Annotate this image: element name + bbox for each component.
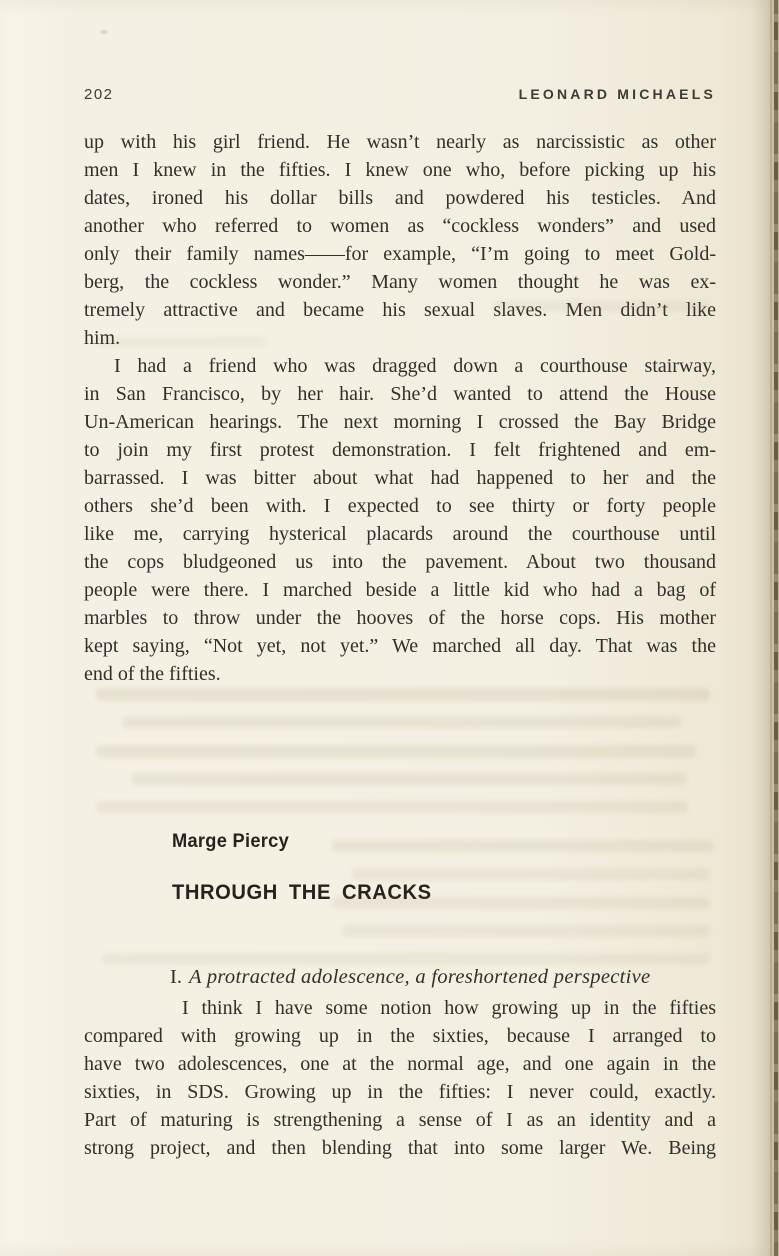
page-edge-line <box>774 0 778 1256</box>
section-numeral: I. <box>170 966 182 988</box>
text-line: kept saying, “Not yet, not yet.” We marched all day. That was the <box>84 635 716 657</box>
text-line: him. <box>84 327 121 349</box>
text-line: tremely attractive and became his sexual slaves. Men didn’t like <box>84 299 716 321</box>
running-header <box>84 86 716 103</box>
text-line: the cops bludgeoned us into the pavement. About two thousand <box>84 551 716 573</box>
text-line: another who referred to women as “cockless wonders” and used <box>84 215 716 237</box>
text-line: sixties, in SDS. Growing up in the fifties: I never could, exactly. <box>84 1081 716 1103</box>
bleedthrough-smudge <box>96 688 710 701</box>
bleedthrough-smudge <box>332 897 710 909</box>
paragraph-continued <box>84 128 716 352</box>
section-title: A protracted adolescence, a foreshortened perspective <box>188 966 651 988</box>
piece-title: THROUGH THE CRACKS <box>172 881 432 904</box>
continued-essay-text <box>84 128 716 688</box>
text-line: like me, carrying hysterical placards around the courthouse until <box>84 523 716 545</box>
text-line: up with his girl friend. He wasn’t nearly as narcissistic as other <box>84 131 716 153</box>
text-line: men I knew in the fifties. I knew one who, before picking up his <box>84 159 716 181</box>
text-line: to join my first protest demonstration. I felt frightened and em- <box>84 439 716 461</box>
text-line: people were there. I marched beside a little kid who had a bag of <box>84 579 716 601</box>
text-line: I think I have some notion how growing up in the fifties <box>182 997 716 1019</box>
text-line: in San Francisco, by her hair. She’d wanted to attend the House <box>84 383 716 405</box>
page-edge-inner-line <box>770 0 772 1256</box>
text-line: Un-American hearings. The next morning I crossed the Bay Bridge <box>84 411 716 433</box>
bleedthrough-smudge <box>96 337 266 347</box>
page-number: 202 <box>84 86 114 103</box>
paper-speck <box>100 30 108 34</box>
text-line: barrassed. I was bitter about what had happened to her and the <box>84 467 716 489</box>
text-line: strong project, and then blending that into some larger We. Being <box>84 1137 716 1159</box>
paragraph <box>84 352 716 688</box>
text-line: end of the fifties. <box>84 663 221 685</box>
bleedthrough-smudge <box>352 868 710 880</box>
author-name: Marge Piercy <box>172 831 290 852</box>
bleedthrough-smudge <box>132 773 687 785</box>
text-line: Part of maturing is strengthening a sense of I as an identity and a <box>84 1109 716 1131</box>
bleedthrough-smudge <box>96 745 696 758</box>
text-line: berg, the cockless wonder.” Many women thought he was ex- <box>84 271 716 293</box>
text-line: compared with growing up in the sixties, because I arranged to <box>84 1025 716 1047</box>
text-line: have two adolescences, one at the normal age, and one again in the <box>84 1053 716 1075</box>
text-line: marbles to throw under the hooves of the horse cops. His mother <box>84 607 716 629</box>
running-header-author: LEONARD MICHAELS <box>518 86 716 102</box>
text-line: only their family names——for example, “I’m going to meet Gold- <box>84 243 716 265</box>
text-line: dates, ironed his dollar bills and powdered his testicles. And <box>84 187 716 209</box>
text-line: others she’d been with. I expected to see thirty or forty people <box>84 495 716 517</box>
bleedthrough-smudge <box>96 801 688 813</box>
bleedthrough-smudge <box>122 716 682 728</box>
text-line: I had a friend who was dragged down a courthouse stairway, <box>114 355 716 377</box>
bleedthrough-smudge <box>492 301 710 312</box>
section-heading <box>170 966 650 989</box>
bleedthrough-smudge <box>332 840 714 852</box>
bleedthrough-smudge <box>342 925 710 937</box>
bleedthrough-smudge <box>102 953 710 965</box>
opening-paragraph <box>84 994 716 1162</box>
